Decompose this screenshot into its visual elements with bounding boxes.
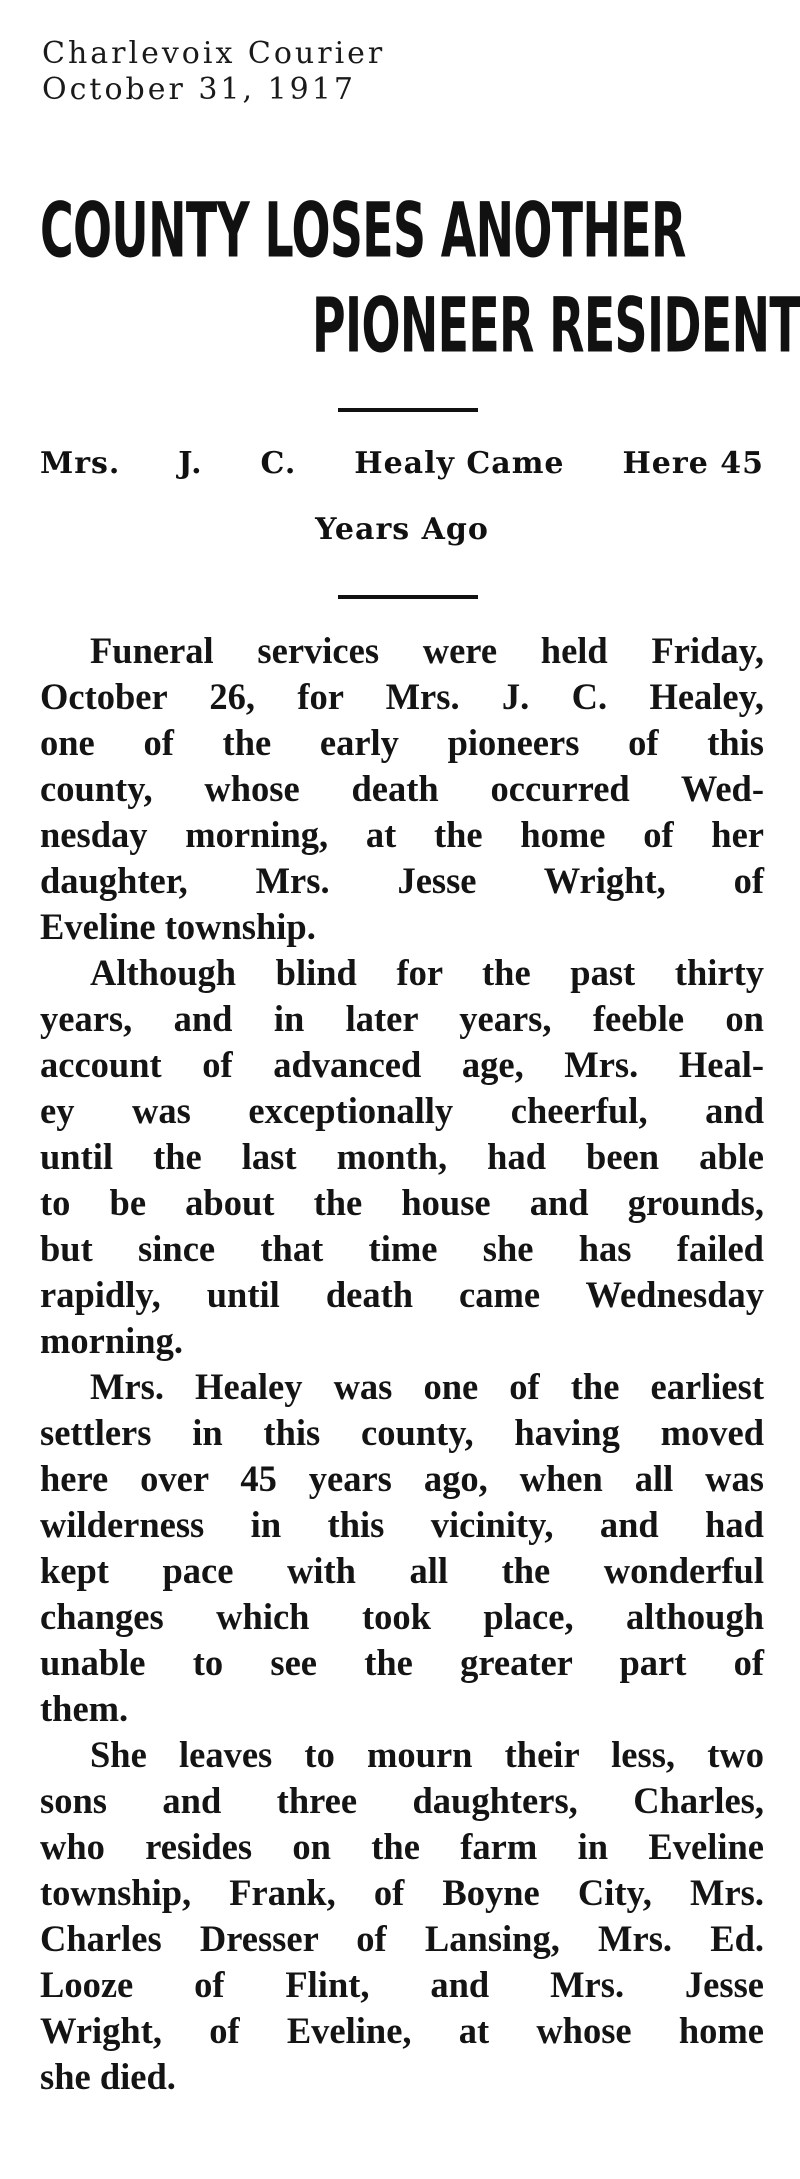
article-line: here over 45 years ago, when all was <box>40 1458 764 1499</box>
article-line: Mrs. Healey was one of the earliest <box>90 1366 764 1407</box>
article-line: kept pace with all the wonderful <box>40 1550 764 1591</box>
article-line: October 26, for Mrs. J. C. Healey, <box>40 676 764 717</box>
divider-rule-bottom <box>338 595 478 599</box>
article-line: Although blind for the past thirty <box>90 952 764 993</box>
divider-rule-top <box>338 408 478 412</box>
article-line: She leaves to mourn their less, two <box>90 1734 764 1775</box>
article-line: wilderness in this vicinity, and had <box>40 1504 764 1545</box>
article-line: settlers in this county, having moved <box>40 1412 764 1453</box>
article-line: ey was exceptionally cheerful, and <box>40 1090 764 1131</box>
headline-line-2: PIONEER RESIDENT <box>312 281 800 370</box>
article-line: she died. <box>40 2056 176 2097</box>
publication-name: Charlevoix Courier <box>42 36 386 71</box>
publication-date: October 31, 1917 <box>42 72 356 107</box>
article-line: one of the early pioneers of this <box>40 722 764 763</box>
article-line: sons and three daughters, Charles, <box>40 1780 764 1821</box>
subhead-line-1 <box>40 446 764 481</box>
article-line: Wright, of Eveline, at whose home <box>40 2010 764 2051</box>
article-line: them. <box>40 1688 129 1729</box>
article-line: unable to see the greater part of <box>40 1642 764 1683</box>
article-line: daughter, Mrs. Jesse Wright, of <box>40 860 764 901</box>
source-citation <box>42 36 385 108</box>
article-line: Looze of Flint, and Mrs. Jesse <box>40 1964 764 2005</box>
subhead-line-2: Years Ago <box>315 512 489 547</box>
subhead-word: J. <box>178 446 203 481</box>
article-line: account of advanced age, Mrs. Heal- <box>40 1044 764 1085</box>
article-line: changes which took place, although <box>40 1596 764 1637</box>
subhead-word: Mrs. <box>40 446 121 481</box>
article-line: Charles Dresser of Lansing, Mrs. Ed. <box>40 1918 764 1959</box>
headline-line-1: COUNTY LOSES ANOTHER <box>40 186 686 275</box>
subhead-word: Healy Came <box>354 446 565 481</box>
subhead-word: Here 45 <box>622 446 764 481</box>
article-line: until the last month, had been able <box>40 1136 764 1177</box>
article-line: to be about the house and grounds, <box>40 1182 764 1223</box>
article-line: county, whose death occurred Wed- <box>40 768 764 809</box>
article-line: township, Frank, of Boyne City, Mrs. <box>40 1872 764 1913</box>
article-line: Eveline township. <box>40 906 316 947</box>
article-line: years, and in later years, feeble on <box>40 998 764 1039</box>
subhead-word: C. <box>260 446 297 481</box>
article-line: who resides on the farm in Eveline <box>40 1826 764 1867</box>
article-line: rapidly, until death came Wednesday <box>40 1274 764 1315</box>
article-body <box>40 628 764 2100</box>
article-line: but since that time she has failed <box>40 1228 764 1269</box>
article-line: morning. <box>40 1320 183 1361</box>
article-line: Funeral services were held Friday, <box>90 630 764 671</box>
article-line: nesday morning, at the home of her <box>40 814 764 855</box>
